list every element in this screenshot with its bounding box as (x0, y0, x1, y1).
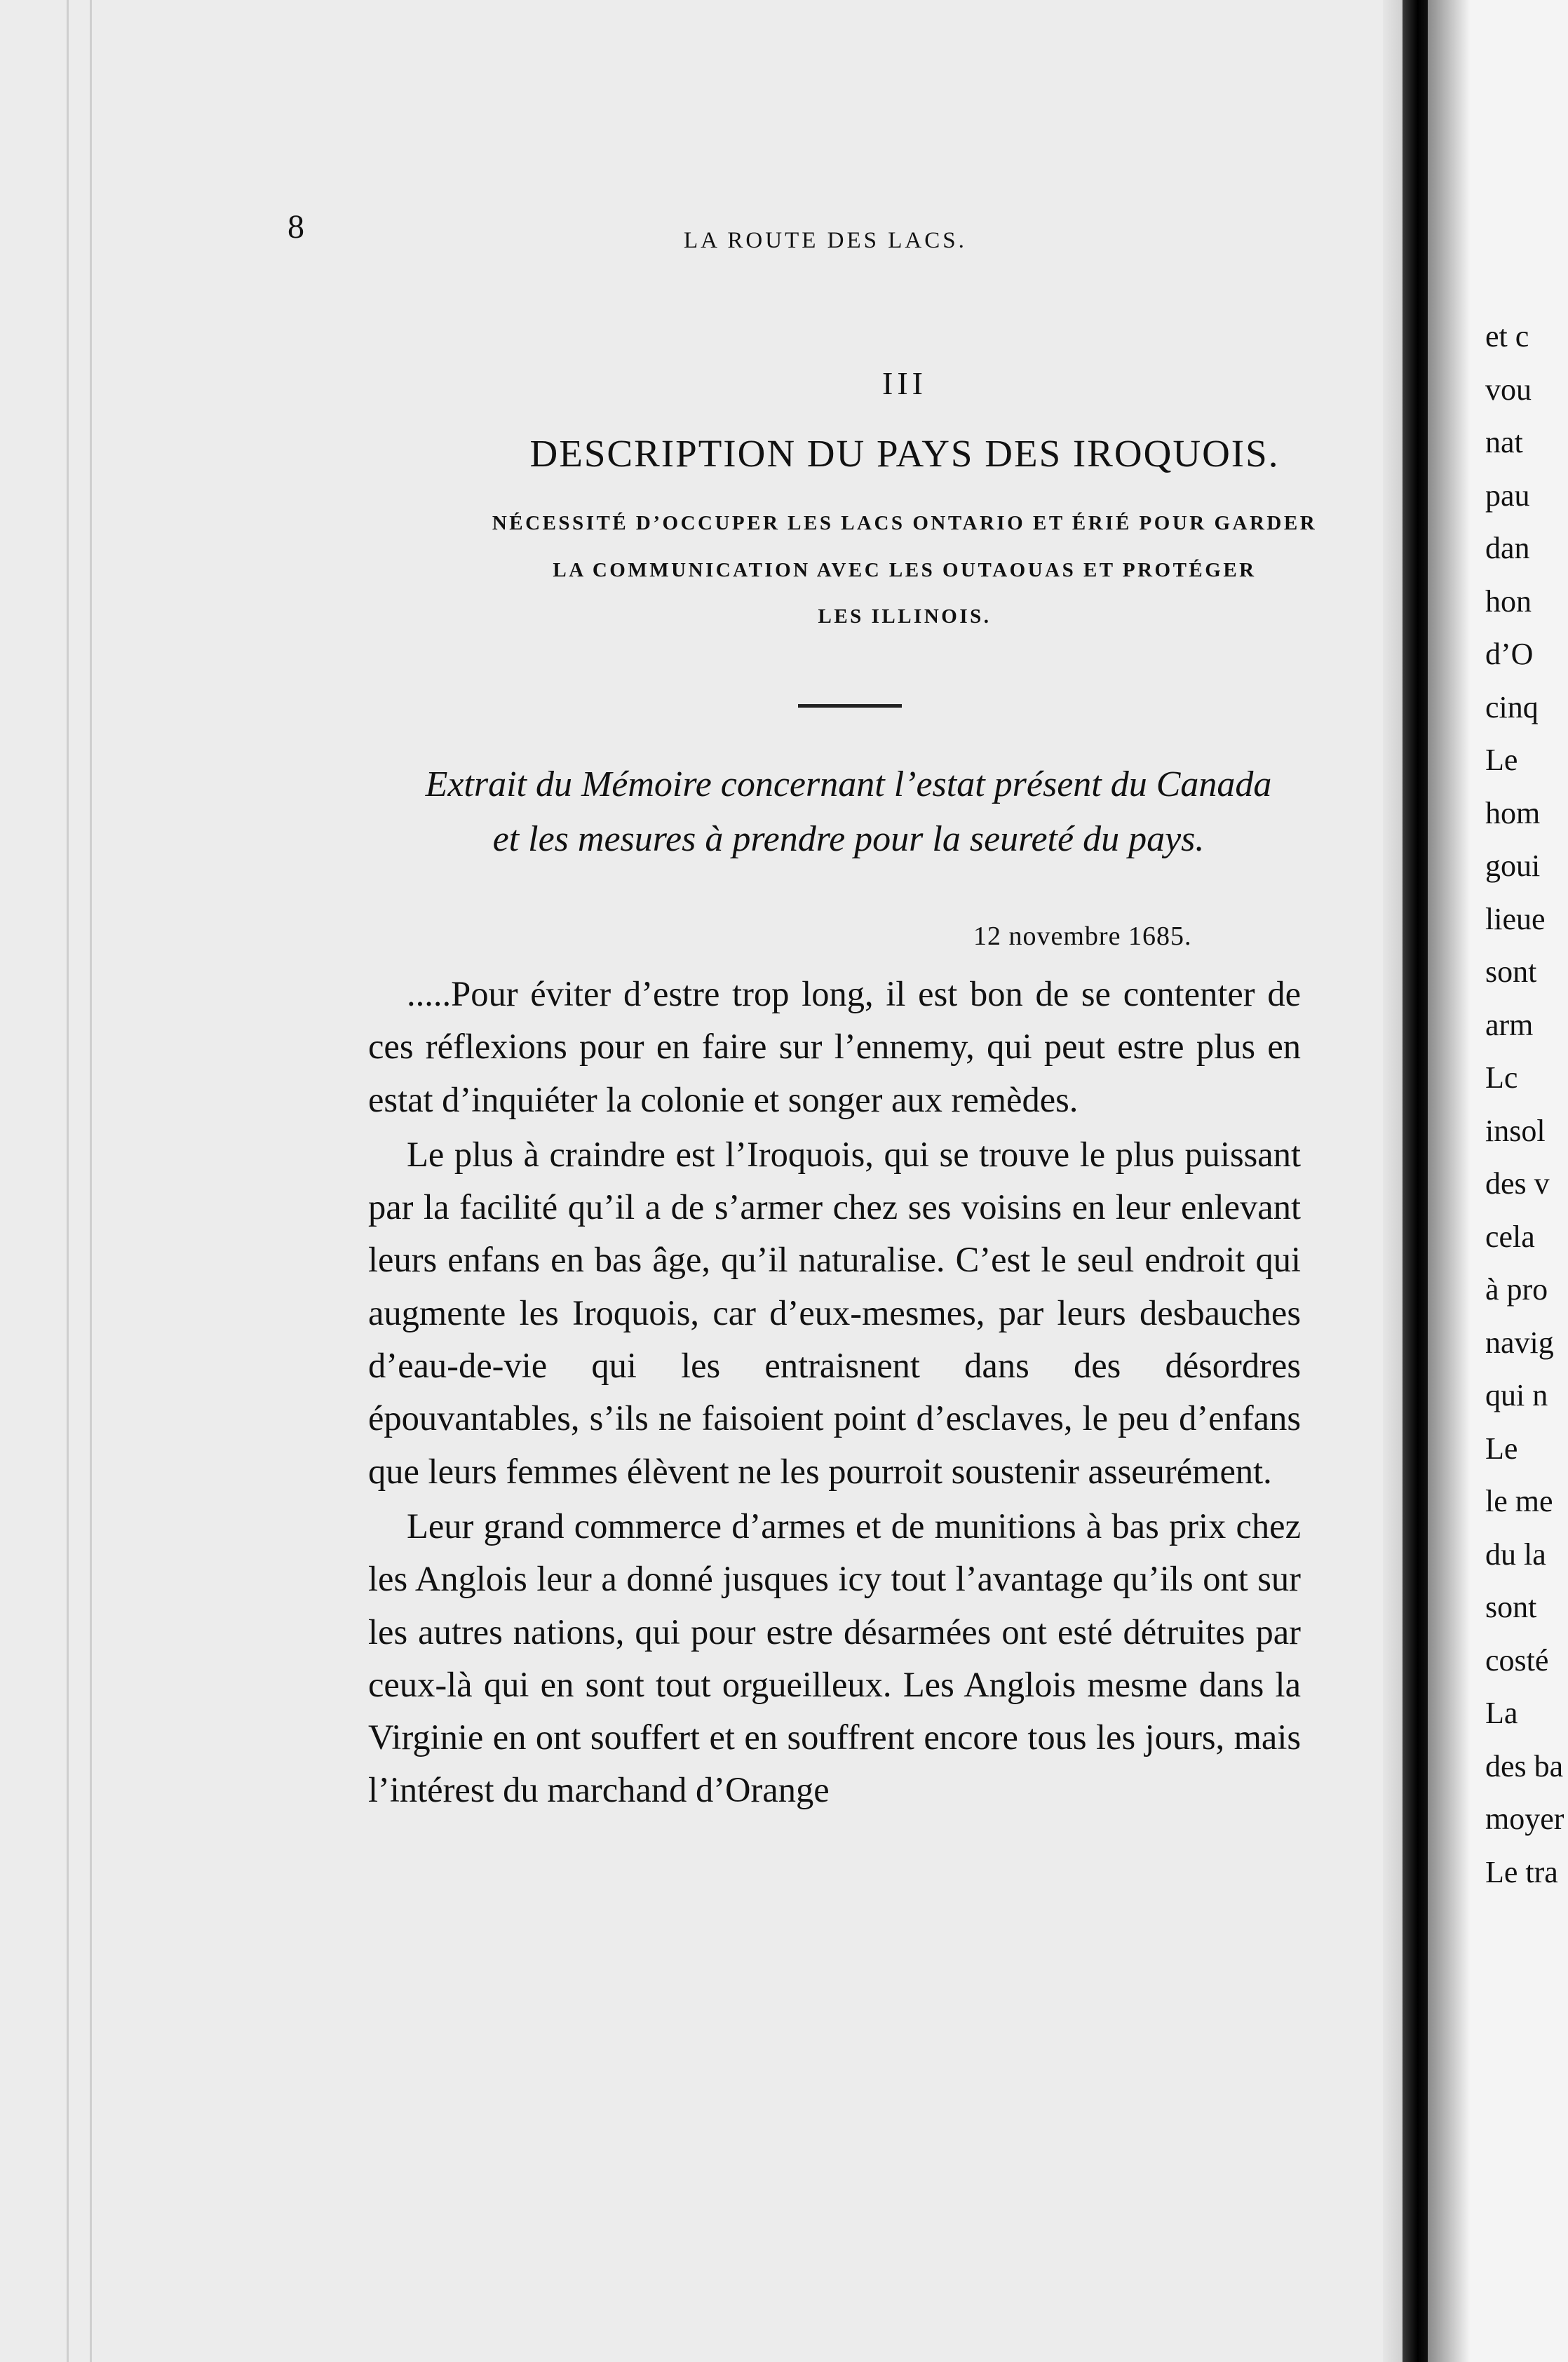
adjacent-line-fragment: Le (1485, 1431, 1518, 1466)
adjacent-line-fragment: le me (1485, 1484, 1553, 1518)
page-fold-shadow (1383, 0, 1403, 2362)
adjacent-line-fragment: du la (1485, 1537, 1546, 1572)
extract-title-line: Extrait du Mémoire concernant l’estat présent du Canada (425, 764, 1272, 804)
adjacent-line-fragment: hon (1485, 583, 1532, 619)
paragraph: Leur grand commerce d’armes et de munitions à bas prix chez les Anglois leur a donné jusques icy tout l’avantage qu’ils ont sur les autres nations, qui pour estre désarmées ont esté détruites par ceux-là qui en sont tout orgueilleux. Les Anglois mesme dans la Virginie en ont souffert et en souffrent encore tous les jours, mais l’intérest du marchand d’Orange (368, 1506, 1301, 1810)
subheading-line: LES ILLINOIS. (818, 605, 992, 628)
subheading-line: NÉCESSITÉ D’OCCUPER LES LACS ONTARIO ET ÉRIÉ POUR GARDER (492, 512, 1318, 534)
adjacent-line-fragment: et c (1485, 319, 1529, 353)
adjacent-line-fragment: des v (1485, 1166, 1550, 1201)
adjacent-line-fragment: insol (1485, 1113, 1546, 1148)
adjacent-line-fragment: des ba (1485, 1748, 1564, 1783)
adjacent-page-shadow (1428, 0, 1470, 2362)
extract-title-line: et les mesures à prendre pour la seureté du pays. (492, 819, 1205, 859)
subheading-line: LA COMMUNICATION AVEC LES OUTAOUAS ET PROTÉGER (553, 559, 1257, 581)
adjacent-line-fragment: à pro (1485, 1272, 1548, 1307)
book-gutter (1403, 0, 1428, 2362)
adjacent-line-fragment: Le tra (1485, 1854, 1558, 1889)
left-margin-strip (0, 0, 105, 2362)
adjacent-line-fragment: Le (1485, 743, 1518, 777)
extract-title (372, 757, 1325, 867)
adjacent-line-fragment: costé (1485, 1642, 1549, 1678)
margin-rule (67, 0, 69, 2362)
adjacent-line-fragment: sont (1485, 1590, 1537, 1624)
adjacent-line-fragment: moyer (1485, 1802, 1564, 1836)
adjacent-line-fragment: d’O (1485, 637, 1534, 671)
body-text (368, 968, 1301, 1819)
section-divider (798, 704, 902, 708)
section-heading: DESCRIPTION DU PAYS DES IROQUOIS. (529, 432, 1280, 475)
adjacent-line-fragment: sont (1485, 954, 1537, 989)
adjacent-line-fragment: vou (1485, 372, 1532, 407)
document-date: 12 novembre 1685. (973, 922, 1192, 951)
page-number: 8 (288, 208, 304, 245)
adjacent-line-fragment: goui (1485, 849, 1541, 883)
adjacent-line-fragment: La (1485, 1696, 1518, 1730)
adjacent-line-fragment: hom (1485, 795, 1541, 830)
adjacent-line-fragment: pau (1485, 478, 1530, 513)
adjacent-line-fragment: lieue (1485, 901, 1546, 936)
adjacent-line-fragment: arm (1485, 1007, 1534, 1042)
paragraph: .....Pour éviter d’estre trop long, il est bon de se contenter de ces réflexions pour en faire sur l’ennemy, qui peut estre plus en estat d’inquiéter la colonie et songer aux remèdes. (368, 974, 1301, 1119)
adjacent-line-fragment: navig (1485, 1325, 1554, 1360)
margin-rule (90, 0, 92, 2362)
adjacent-line-fragment: cela (1485, 1219, 1535, 1254)
adjacent-page-text (1485, 310, 1568, 1898)
paragraph: Le plus à craindre est l’Iroquois, qui se trouve le plus puissant par la facilité qu’il a de s’armer chez ses voisins en leur enlevant leurs enfans en bas âge, qu’il naturalise. C’est le seul endroit qui augmente les Iroquois, car d’eux-mesmes, par leurs desbauches d’eau-de-vie qui les entraisnent dans des désordres épouvantables, s’ils ne faisoient point d’esclaves, le peu d’enfans que leurs femmes élèvent ne les pourroit soustenir asseurément. (368, 1134, 1301, 1491)
adjacent-line-fragment: qui n (1485, 1378, 1548, 1412)
running-head: LA ROUTE DES LACS. (684, 228, 967, 253)
adjacent-line-fragment: dan (1485, 531, 1530, 565)
adjacent-line-fragment: Lc (1485, 1060, 1518, 1095)
adjacent-line-fragment: cinq (1485, 689, 1539, 724)
adjacent-line-fragment: nat (1485, 425, 1523, 459)
section-number: III (882, 365, 927, 401)
